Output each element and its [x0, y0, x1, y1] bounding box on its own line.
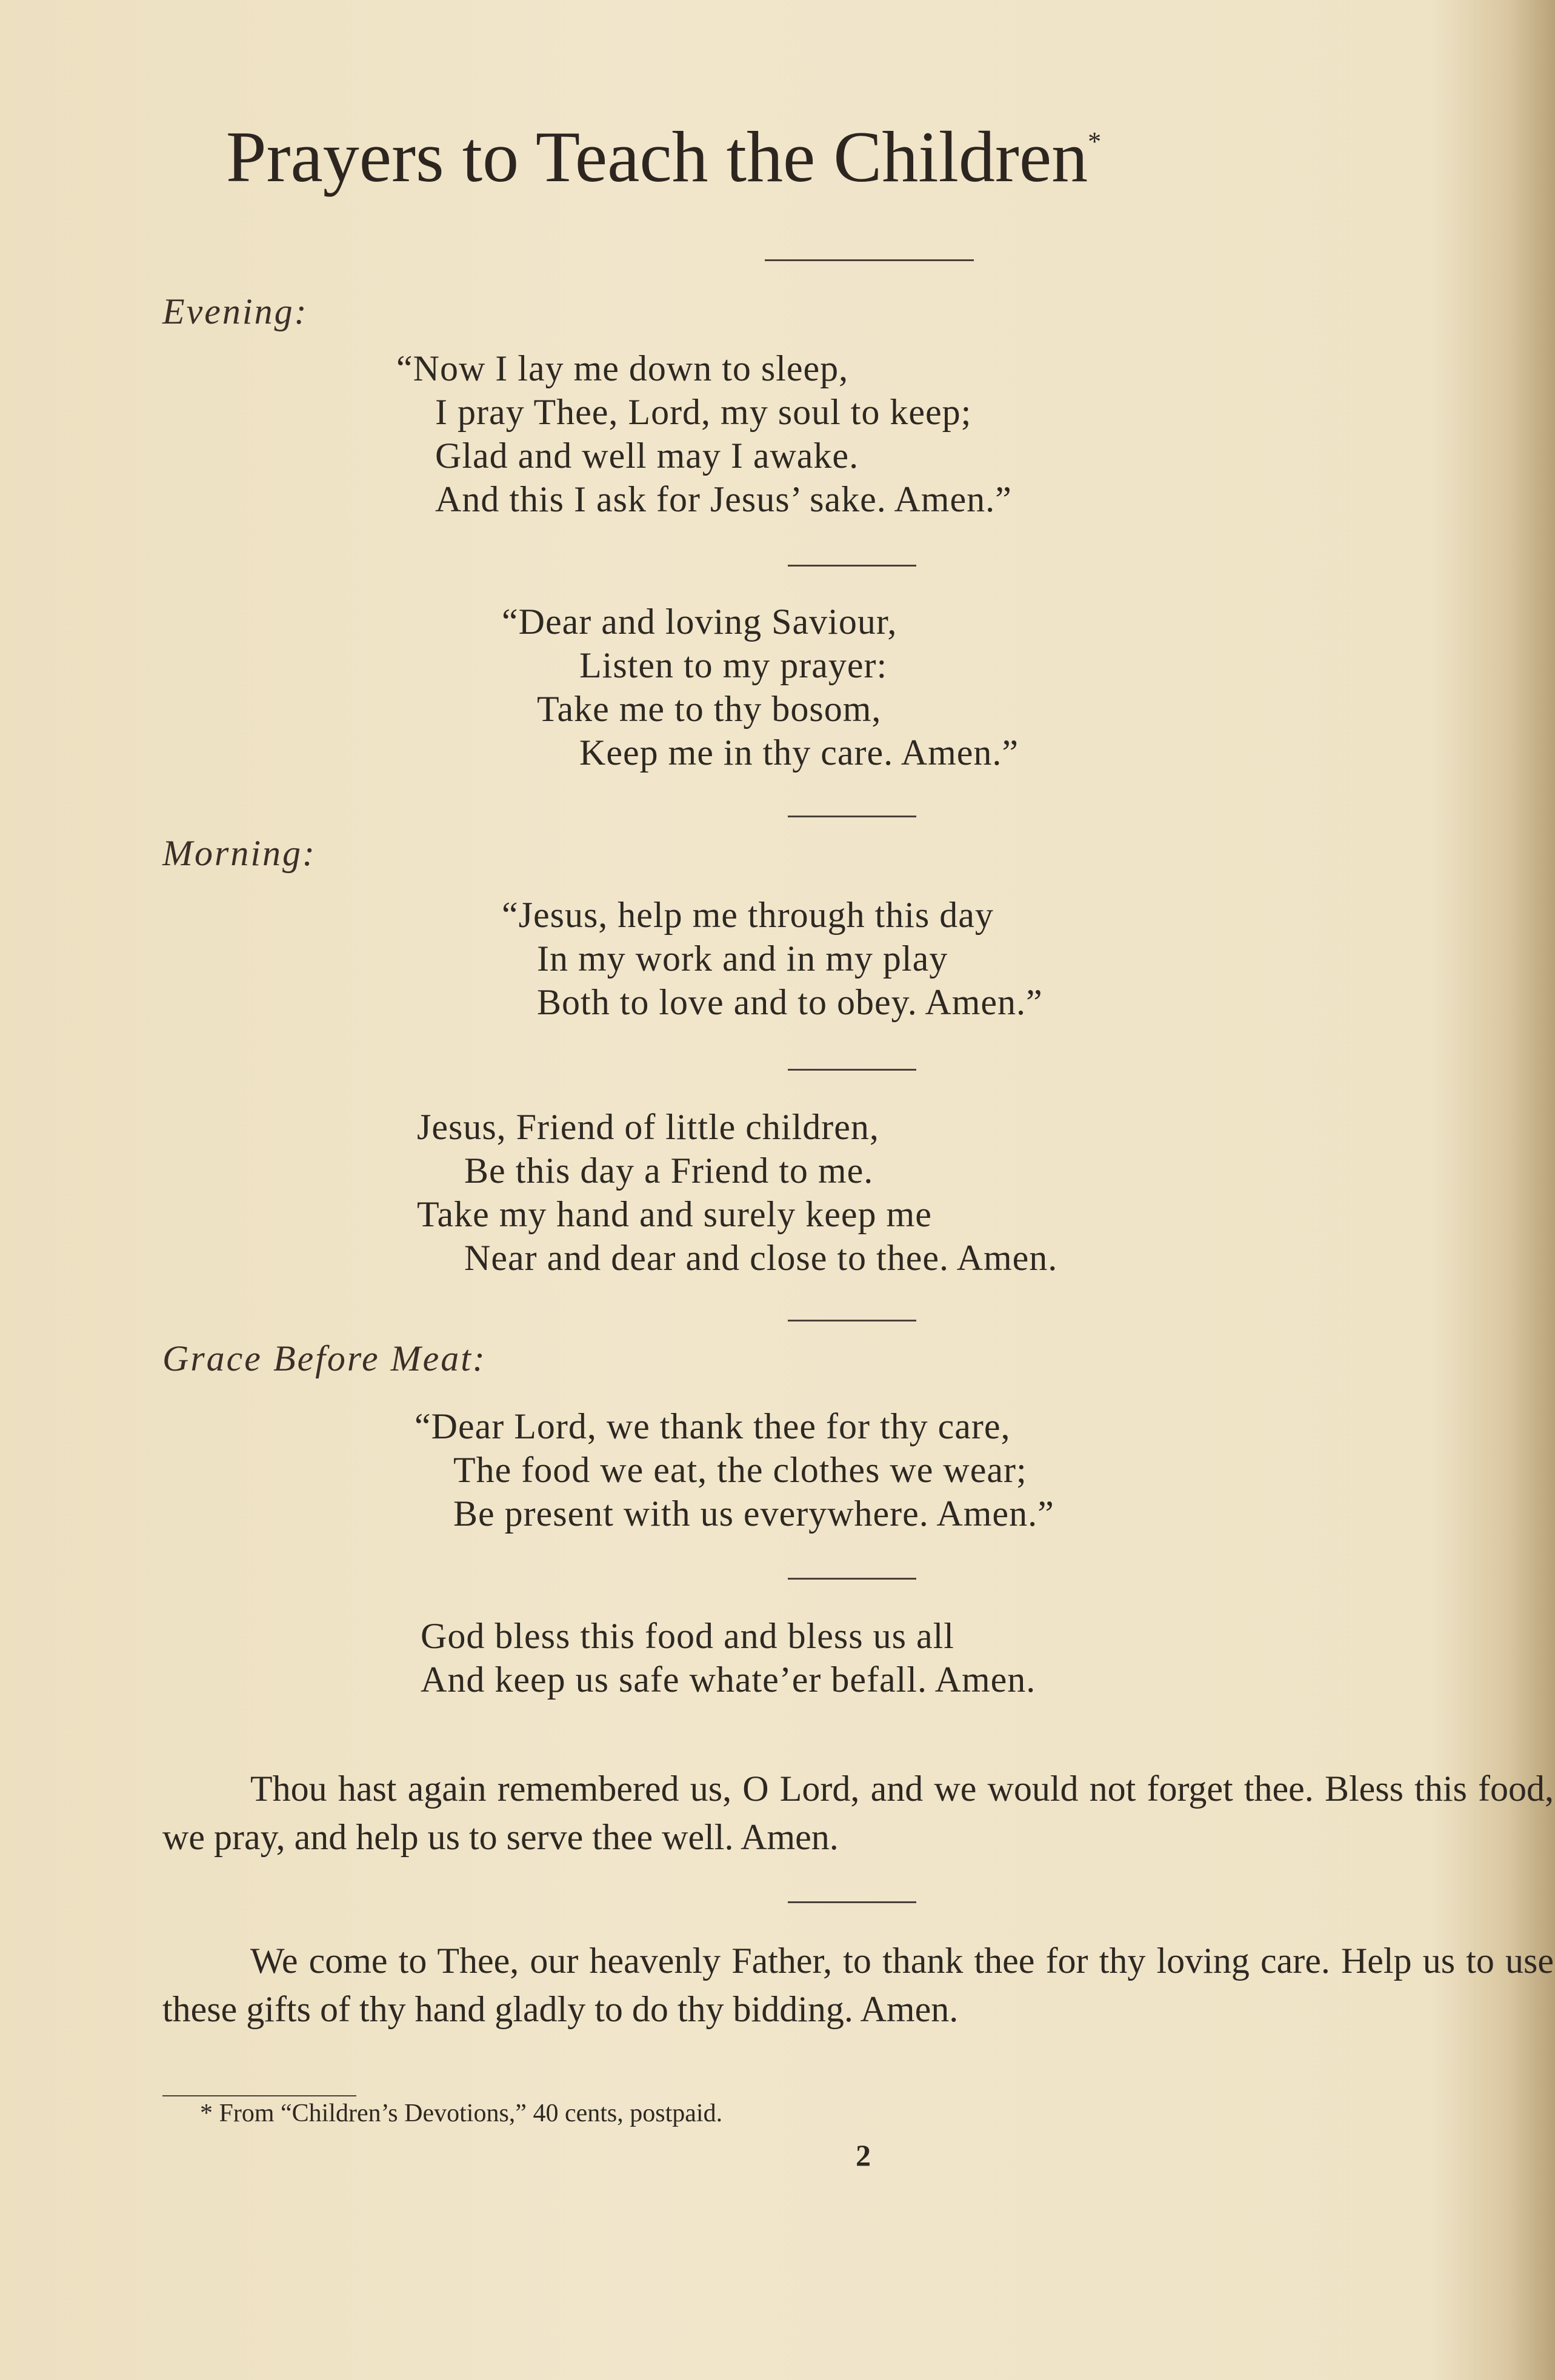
section-rule — [788, 816, 916, 817]
footnote: * From “Children’s Devotions,” 40 cents, postpaid. — [200, 2099, 723, 2127]
prayer-line: Jesus, Friend of little children, — [417, 1107, 879, 1147]
grace-paragraph-2: We come to Thee, our heavenly Father, to thank thee for thy loving care. Help us to use these gifts of thy hand gladly to do thy bidding. Amen. — [162, 1941, 1554, 2029]
title-footnote-marker: * — [1088, 127, 1102, 156]
grace-paragraph-1: Thou hast again remembered us, O Lord, and we would not forget thee. Bless this food, we pray, and help us to serve thee well. Amen. — [162, 1769, 1554, 1857]
prayer-line: “Jesus, help me through this day — [502, 895, 994, 935]
prayer-line: Glad and well may I awake. — [435, 436, 859, 476]
prayer-line: Keep me in thy care. Amen.” — [579, 733, 1019, 773]
prayer-line: Both to love and to obey. Amen.” — [537, 982, 1043, 1022]
section-label-evening: Evening: — [162, 291, 308, 331]
prayer-line: Be present with us everywhere. Amen.” — [453, 1494, 1054, 1534]
section-rule — [788, 1901, 916, 1903]
prayer-line: And this I ask for Jesus’ sake. Amen.” — [435, 479, 1012, 519]
section-rule — [788, 1578, 916, 1580]
prayer-line: “Dear and loving Saviour, — [502, 602, 897, 642]
prayer-line: Listen to my prayer: — [579, 645, 888, 685]
prayer-line: Take my hand and surely keep me — [417, 1194, 932, 1234]
prayer-line: Take me to thy bosom, — [537, 689, 882, 729]
footnote-rule — [162, 2095, 356, 2096]
section-rule — [788, 565, 916, 567]
section-rule — [788, 1320, 916, 1321]
page-number: 2 — [856, 2138, 871, 2172]
section-label-grace: Grace Before Meat: — [162, 1338, 487, 1378]
prayer-line: I pray Thee, Lord, my soul to keep; — [435, 392, 972, 432]
prayer-line: And keep us safe whate’er befall. Amen. — [421, 1660, 1036, 1700]
prayer-line: Near and dear and close to thee. Amen. — [464, 1238, 1058, 1278]
prayer-line: God bless this food and bless us all — [421, 1616, 954, 1656]
prayer-line: In my work and in my play — [537, 939, 948, 979]
prayer-line: Be this day a Friend to me. — [464, 1151, 874, 1191]
prayer-line: The food we eat, the clothes we wear; — [453, 1450, 1027, 1490]
section-rule — [788, 1069, 916, 1071]
page-title: Prayers to Teach the Children* — [225, 116, 1102, 197]
prayer-line: “Now I lay me down to sleep, — [396, 348, 849, 388]
title-rule — [765, 259, 974, 261]
prayer-line: “Dear Lord, we thank thee for thy care, — [415, 1406, 1011, 1446]
section-label-morning: Morning: — [162, 833, 316, 873]
